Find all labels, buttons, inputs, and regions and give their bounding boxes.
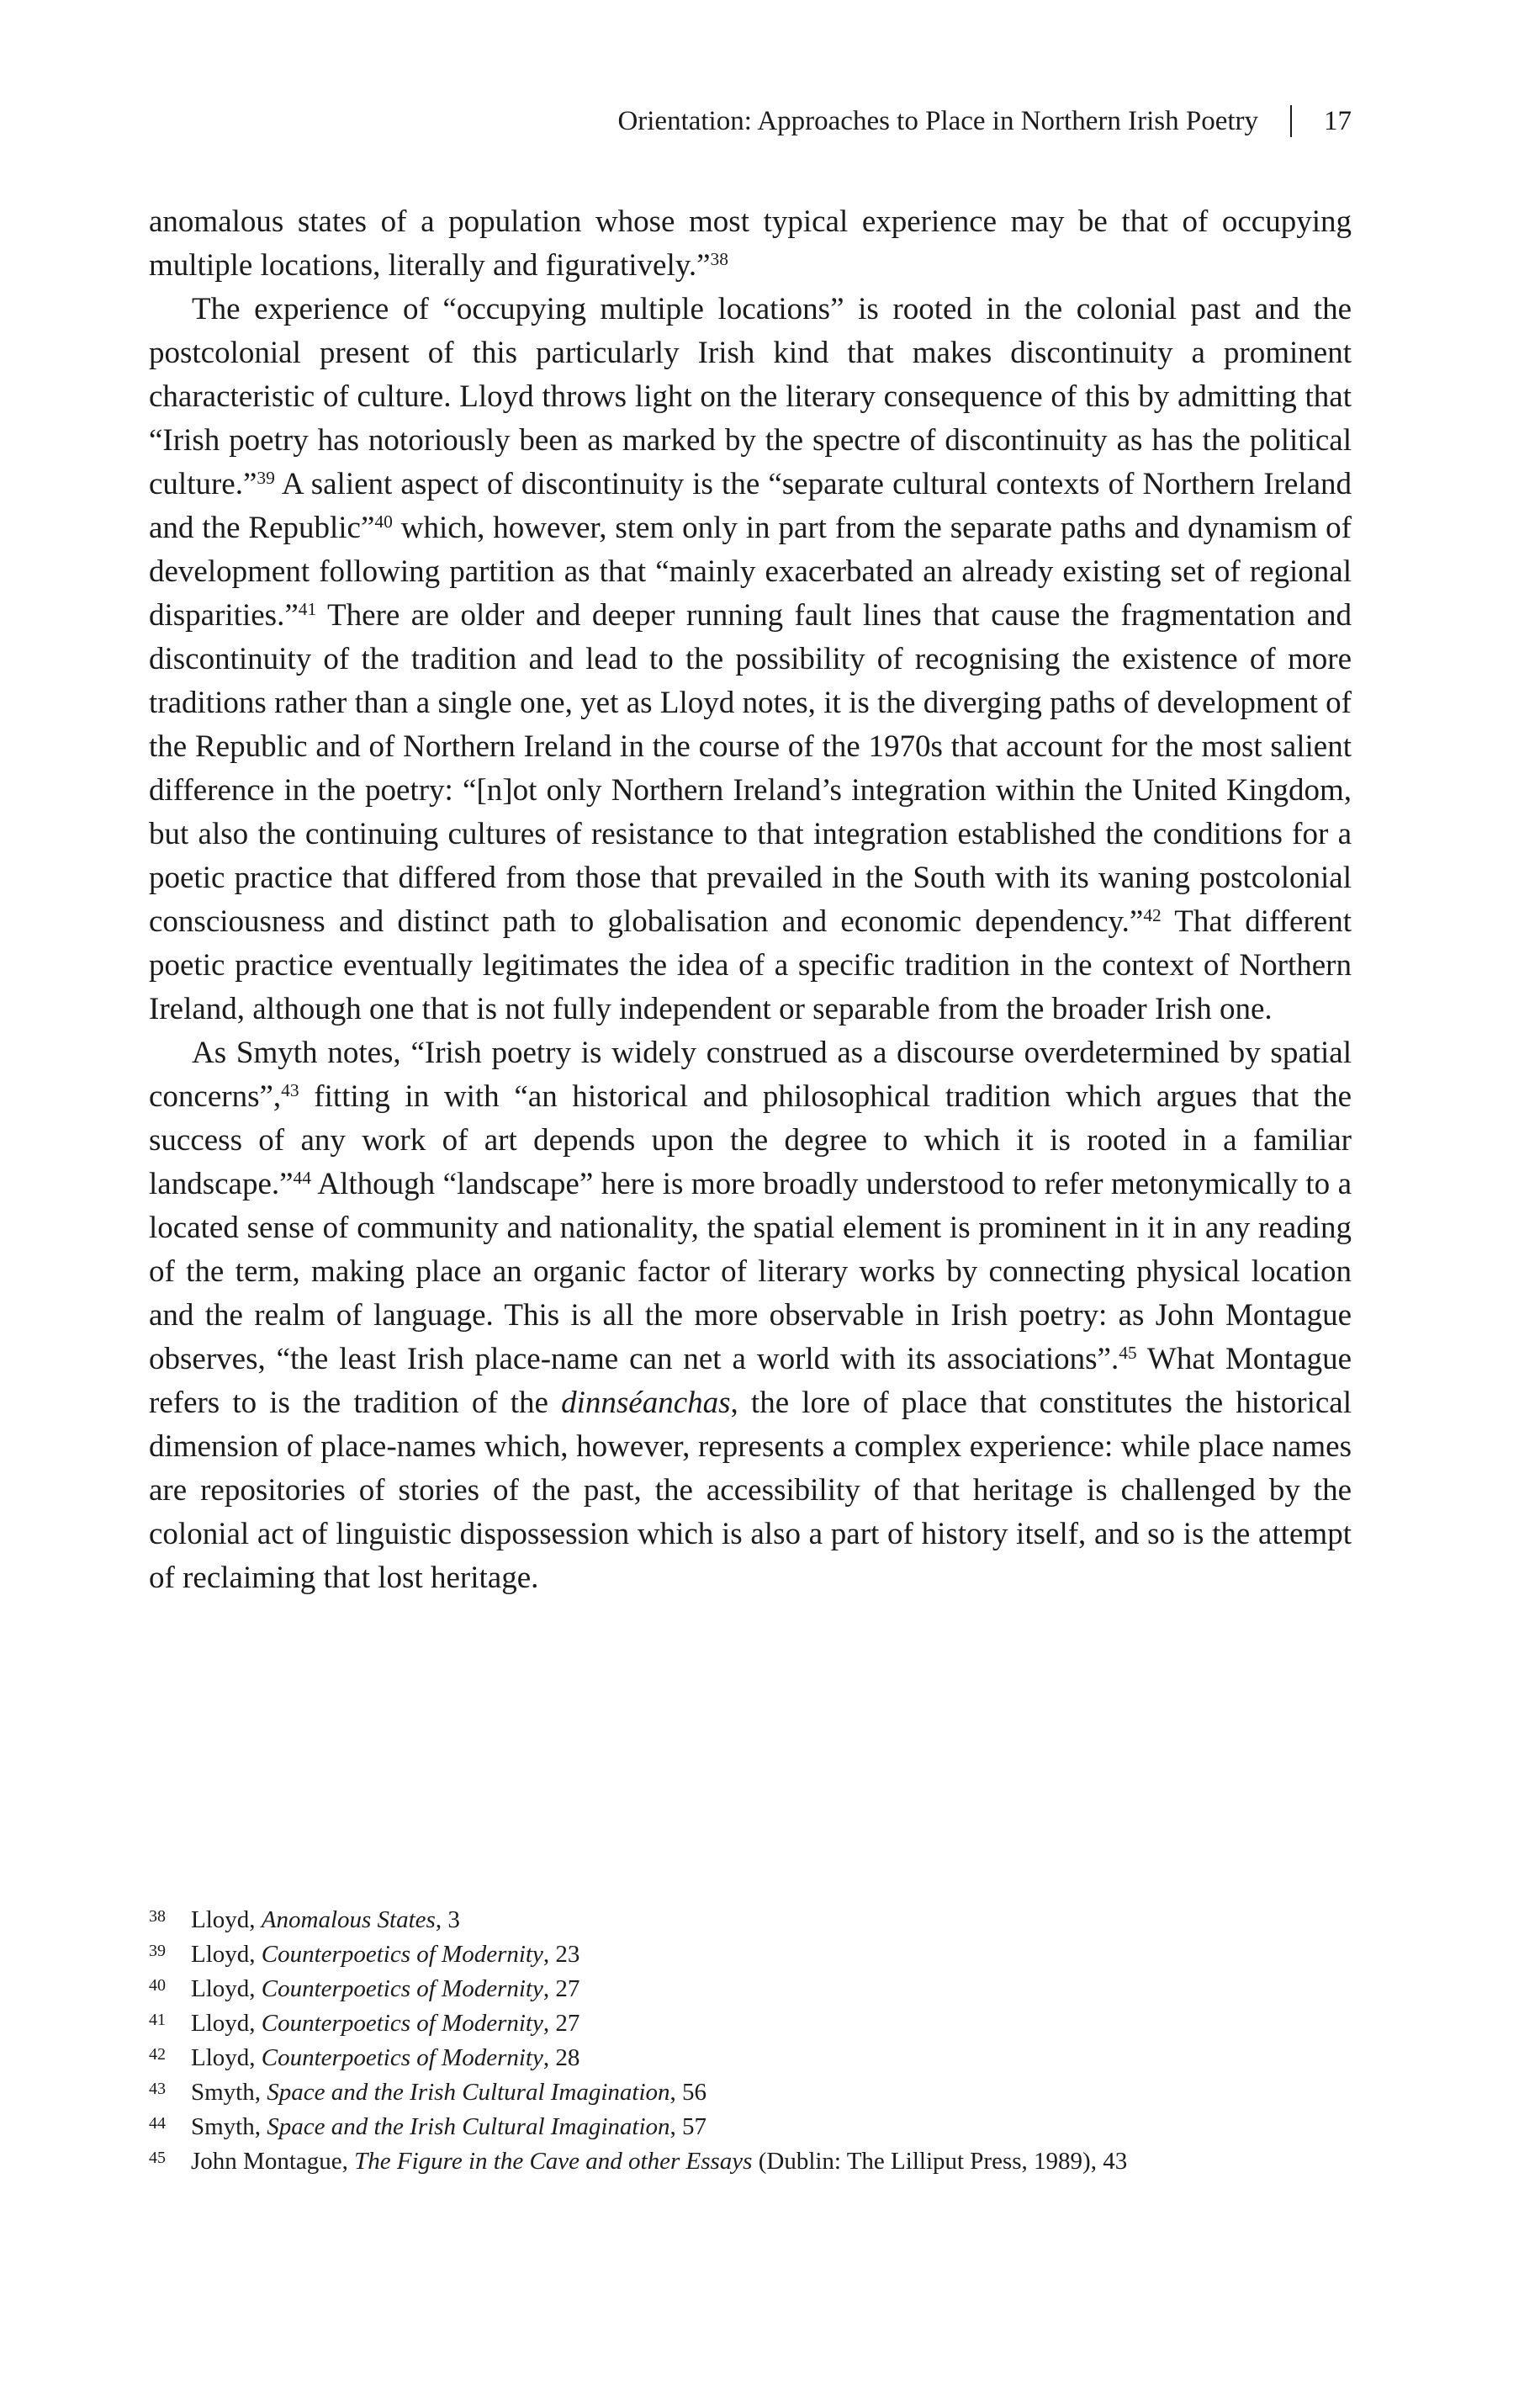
footnote	[149, 2006, 1352, 2041]
footnote-number: 42	[149, 2045, 166, 2064]
text-segment: which, however, stem only in part from the separate paths and dynamism of development following partition as that “mainly exacerbated an already existing set of regional disparities.”	[149, 511, 1352, 633]
text-segment: dinnséanchas	[561, 1386, 731, 1420]
footnote-marker: 41	[298, 599, 317, 620]
header-separator-rule	[1290, 105, 1292, 137]
footnote-marker: 44	[293, 1168, 311, 1189]
footnote-number: 40	[149, 1976, 166, 1995]
text-segment: (Dublin: The Lilliput Press, 1989), 43	[752, 2148, 1128, 2175]
text-segment: Lloyd,	[191, 2044, 262, 2071]
text-segment: The Figure in the Cave and other Essays	[354, 2148, 753, 2175]
footnote-text	[191, 2110, 706, 2144]
footnote-number: 41	[149, 2011, 166, 2029]
footnote-marker: 40	[374, 511, 393, 533]
paragraph	[149, 288, 1352, 1031]
text-segment: As Smyth notes, “Irish poetry is widely construed as a discourse overdetermined by spatial concerns”,	[149, 1036, 1352, 1114]
text-segment: , 27	[542, 2010, 580, 2037]
text-segment: , 56	[669, 2079, 707, 2106]
footnotes	[149, 1903, 1352, 2179]
running-header-title: Orientation: Approaches to Place in Northern Irish Poetry	[617, 106, 1258, 136]
page-number: 17	[1324, 106, 1352, 136]
footnote-text	[191, 1903, 460, 1937]
text-segment: , 57	[669, 2113, 707, 2140]
text-segment: Counterpoetics of Modernity	[261, 1975, 543, 2002]
text-segment: A salient aspect of discontinuity is the “separate cultural contexts of Northern Ireland and the Republic”	[149, 467, 1352, 545]
text-segment: There are older and deeper running fault lines that cause the fragmentation and discontinuity of the tradition and lead to the possibility of recognising the existence of more traditions rather than a single one, yet as Lloyd notes, it is the diverging paths of development of the Republic and of Northern Ireland in the course of the 1970s that account for the most salient difference in the poetry: “[n]ot only Northern Ireland’s integration within the United Kingdom, but also the continuing cultures of resistance to that integration established the conditions for a poetic practice that differed from those that prevailed in the South with its waning postcolonial consciousness and distinct path to globalisation and economic dependency.”	[149, 598, 1352, 939]
text-segment: , 3	[435, 1906, 460, 1933]
footnote-text	[191, 2075, 706, 2110]
text-segment: Although “landscape” here is more broadly understood to refer metonymically to a located sense of community and nationality, the spatial element is prominent in it in any reading of the term, making place an organic factor of literary works by connecting physical location and the realm of language. This is all the more observable in Irish poetry: as John Montague observes, “the least Irish place-name can net a world with its associations”.	[149, 1167, 1352, 1376]
footnote-text	[191, 2041, 579, 2075]
text-segment: What Montague refers to is the tradition of the	[149, 1342, 1352, 1420]
text-segment: Space and the Irish Cultural Imagination	[267, 2113, 670, 2140]
footnote-number: 44	[149, 2114, 166, 2133]
text-segment: , 28	[542, 2044, 580, 2071]
running-header	[149, 104, 1352, 138]
text-segment: fitting in with “an historical and philosophical tradition which argues that the success of any work of art depends upon the degree to which it is rooted in a familiar landscape.”	[149, 1079, 1352, 1201]
footnote	[149, 2041, 1352, 2075]
text-segment: Smyth,	[191, 2113, 267, 2140]
footnote	[149, 1903, 1352, 1937]
footnote-text	[191, 1972, 579, 2006]
footnote-text	[191, 2006, 579, 2041]
footnote-marker: 39	[257, 468, 275, 489]
footnote-marker: 38	[710, 249, 728, 270]
text-segment: Lloyd,	[191, 1975, 262, 2002]
footnote-number: 39	[149, 1942, 166, 1960]
paragraph	[149, 1031, 1352, 1600]
footnote	[149, 2144, 1352, 2179]
footnote-number: 43	[149, 2080, 166, 2098]
text-segment: John Montague,	[191, 2148, 355, 2175]
footnote	[149, 2075, 1352, 2110]
text-segment: Smyth,	[191, 2079, 267, 2106]
footnote	[149, 2110, 1352, 2144]
footnote	[149, 1972, 1352, 2006]
text-segment: Lloyd,	[191, 1906, 262, 1933]
text-segment: Counterpoetics of Modernity	[261, 2044, 543, 2071]
footnote-text	[191, 2144, 1127, 2179]
paragraph	[149, 200, 1352, 288]
text-segment: Counterpoetics of Modernity	[261, 1941, 543, 1968]
text-segment: Lloyd,	[191, 1941, 262, 1968]
text-segment: Anomalous States	[261, 1906, 436, 1933]
footnote-number: 45	[149, 2149, 166, 2167]
body-text	[149, 200, 1352, 1600]
text-segment: The experience of “occupying multiple locations” is rooted in the colonial past and the postcolonial present of this particularly Irish kind that makes discontinuity a prominent characteristic of culture. Lloyd throws light on the literary consequence of this by admitting that “Irish poetry has notoriously been as marked by the spectre of discontinuity as has the political culture.”	[149, 292, 1352, 501]
text-segment: , 23	[542, 1941, 580, 1968]
text-segment: Lloyd,	[191, 2010, 262, 2037]
text-segment: That different poetic practice eventually legitimates the idea of a specific tradition in the context of Northern Ireland, although one that is not fully independent or separable from the broader Irish one.	[149, 904, 1352, 1026]
footnote-marker: 43	[281, 1080, 299, 1101]
footnote-number: 38	[149, 1907, 166, 1926]
text-segment: Counterpoetics of Modernity	[261, 2010, 543, 2037]
text-segment: , 27	[542, 1975, 580, 2002]
footnote-marker: 42	[1143, 905, 1162, 926]
footnote	[149, 1937, 1352, 1972]
text-segment: Space and the Irish Cultural Imagination	[267, 2079, 670, 2106]
footnote-marker: 45	[1119, 1343, 1137, 1364]
footnote-text	[191, 1937, 579, 1972]
text-segment: , the lore of place that constitutes the historical dimension of place-names which, however, represents a complex experience: while place names are repositories of stories of the past, the accessibility of that heritage is challenged by the colonial act of linguistic dispossession which is also a part of history itself, and so is the attempt of reclaiming that lost heritage.	[149, 1386, 1352, 1595]
text-segment: anomalous states of a population whose most typical experience may be that of occupying multiple locations, literally and figuratively.”	[149, 204, 1352, 283]
